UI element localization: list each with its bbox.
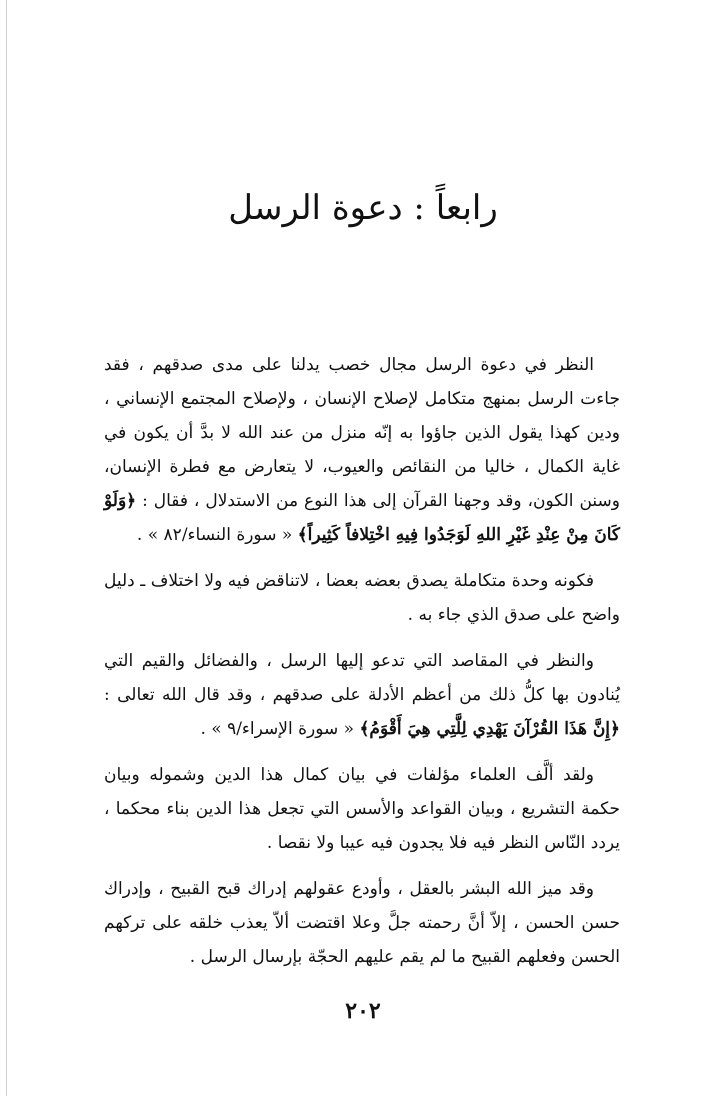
verse-reference-1: « سورة النساء/٨٢ » .: [136, 525, 293, 545]
body-text: [104, 348, 620, 986]
paragraph-2-text: فكونه وحدة متكاملة يصدق بعضه بعضا ، لاتناقض فيه ولا اختلاف ـ دليل واضح على صدق الذي جاء به .: [104, 571, 620, 625]
paragraph-3: [104, 644, 620, 746]
paragraph-1: [104, 348, 620, 552]
paragraph-4: [104, 758, 620, 860]
paragraph-5: [104, 872, 620, 974]
chapter-title: رابعاً : دعوة الرسل: [228, 188, 498, 228]
verse-reference-2: « سورة الإسراء/٩ » .: [200, 719, 355, 739]
paragraph-3-text: والنظر في المقاصد التي تدعو إليها الرسل ، والفضائل والقيم التي يُنادون بها كلُّ ذلك من أعظم الأدلة على صدقهم ، وقد قال الله تعالى :: [104, 651, 620, 705]
paragraph-1-text: النظر في دعوة الرسل مجال خصب يدلنا على مدى صدقهم ، فقد جاءت الرسل بمنهج متكامل لإصلاح الإنسان ، ولإصلاح المجتمع الإنساني ، ودين كهذا يقول الذين جاؤوا به إنّه منزل من عند الله لا بدَّ أن يكون في غاية الكمال ، خاليا من النقائص والعيوب، لا يتعارض مع فطرة الإنسان، وسنن الكون، وقد وجهنا القرآن إلى هذا النوع من الاستدلال ، فقال :: [104, 355, 620, 511]
quran-verse-2: ﴿إِنَّ هَذَا القُرْآنَ يَهْدِي لِلَّتِي هِيَ أَقْوَمُ﴾: [359, 719, 620, 739]
page-edge-line: [6, 0, 7, 1096]
paragraph-5-text: وقد ميز الله البشر بالعقل ، وأودع عقولهم إدراك قبح القبيح ، وإدراك حسن الحسن ، إلاّ أنَّ رحمته جلَّ وعلا اقتضت ألاّ يعذب خلقه على تركهم الحسن وفعلهم القبيح ما لم يقم عليهم الحجّة بإرسال الرسل .: [104, 879, 620, 967]
paragraph-4-text: ولقد ألَّف العلماء مؤلفات في بيان كمال هذا الدين وشموله وبيان حكمة التشريع ، وبيان القواعد والأسس التي تجعل هذا الدين بناء محكما ، يردد النّاس النظر فيه فلا يجدون فيه عيبا ولا نقصا .: [104, 765, 620, 853]
page-number: ٢٠٢: [345, 998, 381, 1024]
paragraph-2: [104, 564, 620, 632]
quran-verse-1: ﴿وَلَوْ كَانَ مِنْ عِنْدِ غَيْرِ اللهِ لَوَجَدُوا فِيهِ اخْتِلافاً كَثِيراً﴾: [104, 491, 620, 545]
